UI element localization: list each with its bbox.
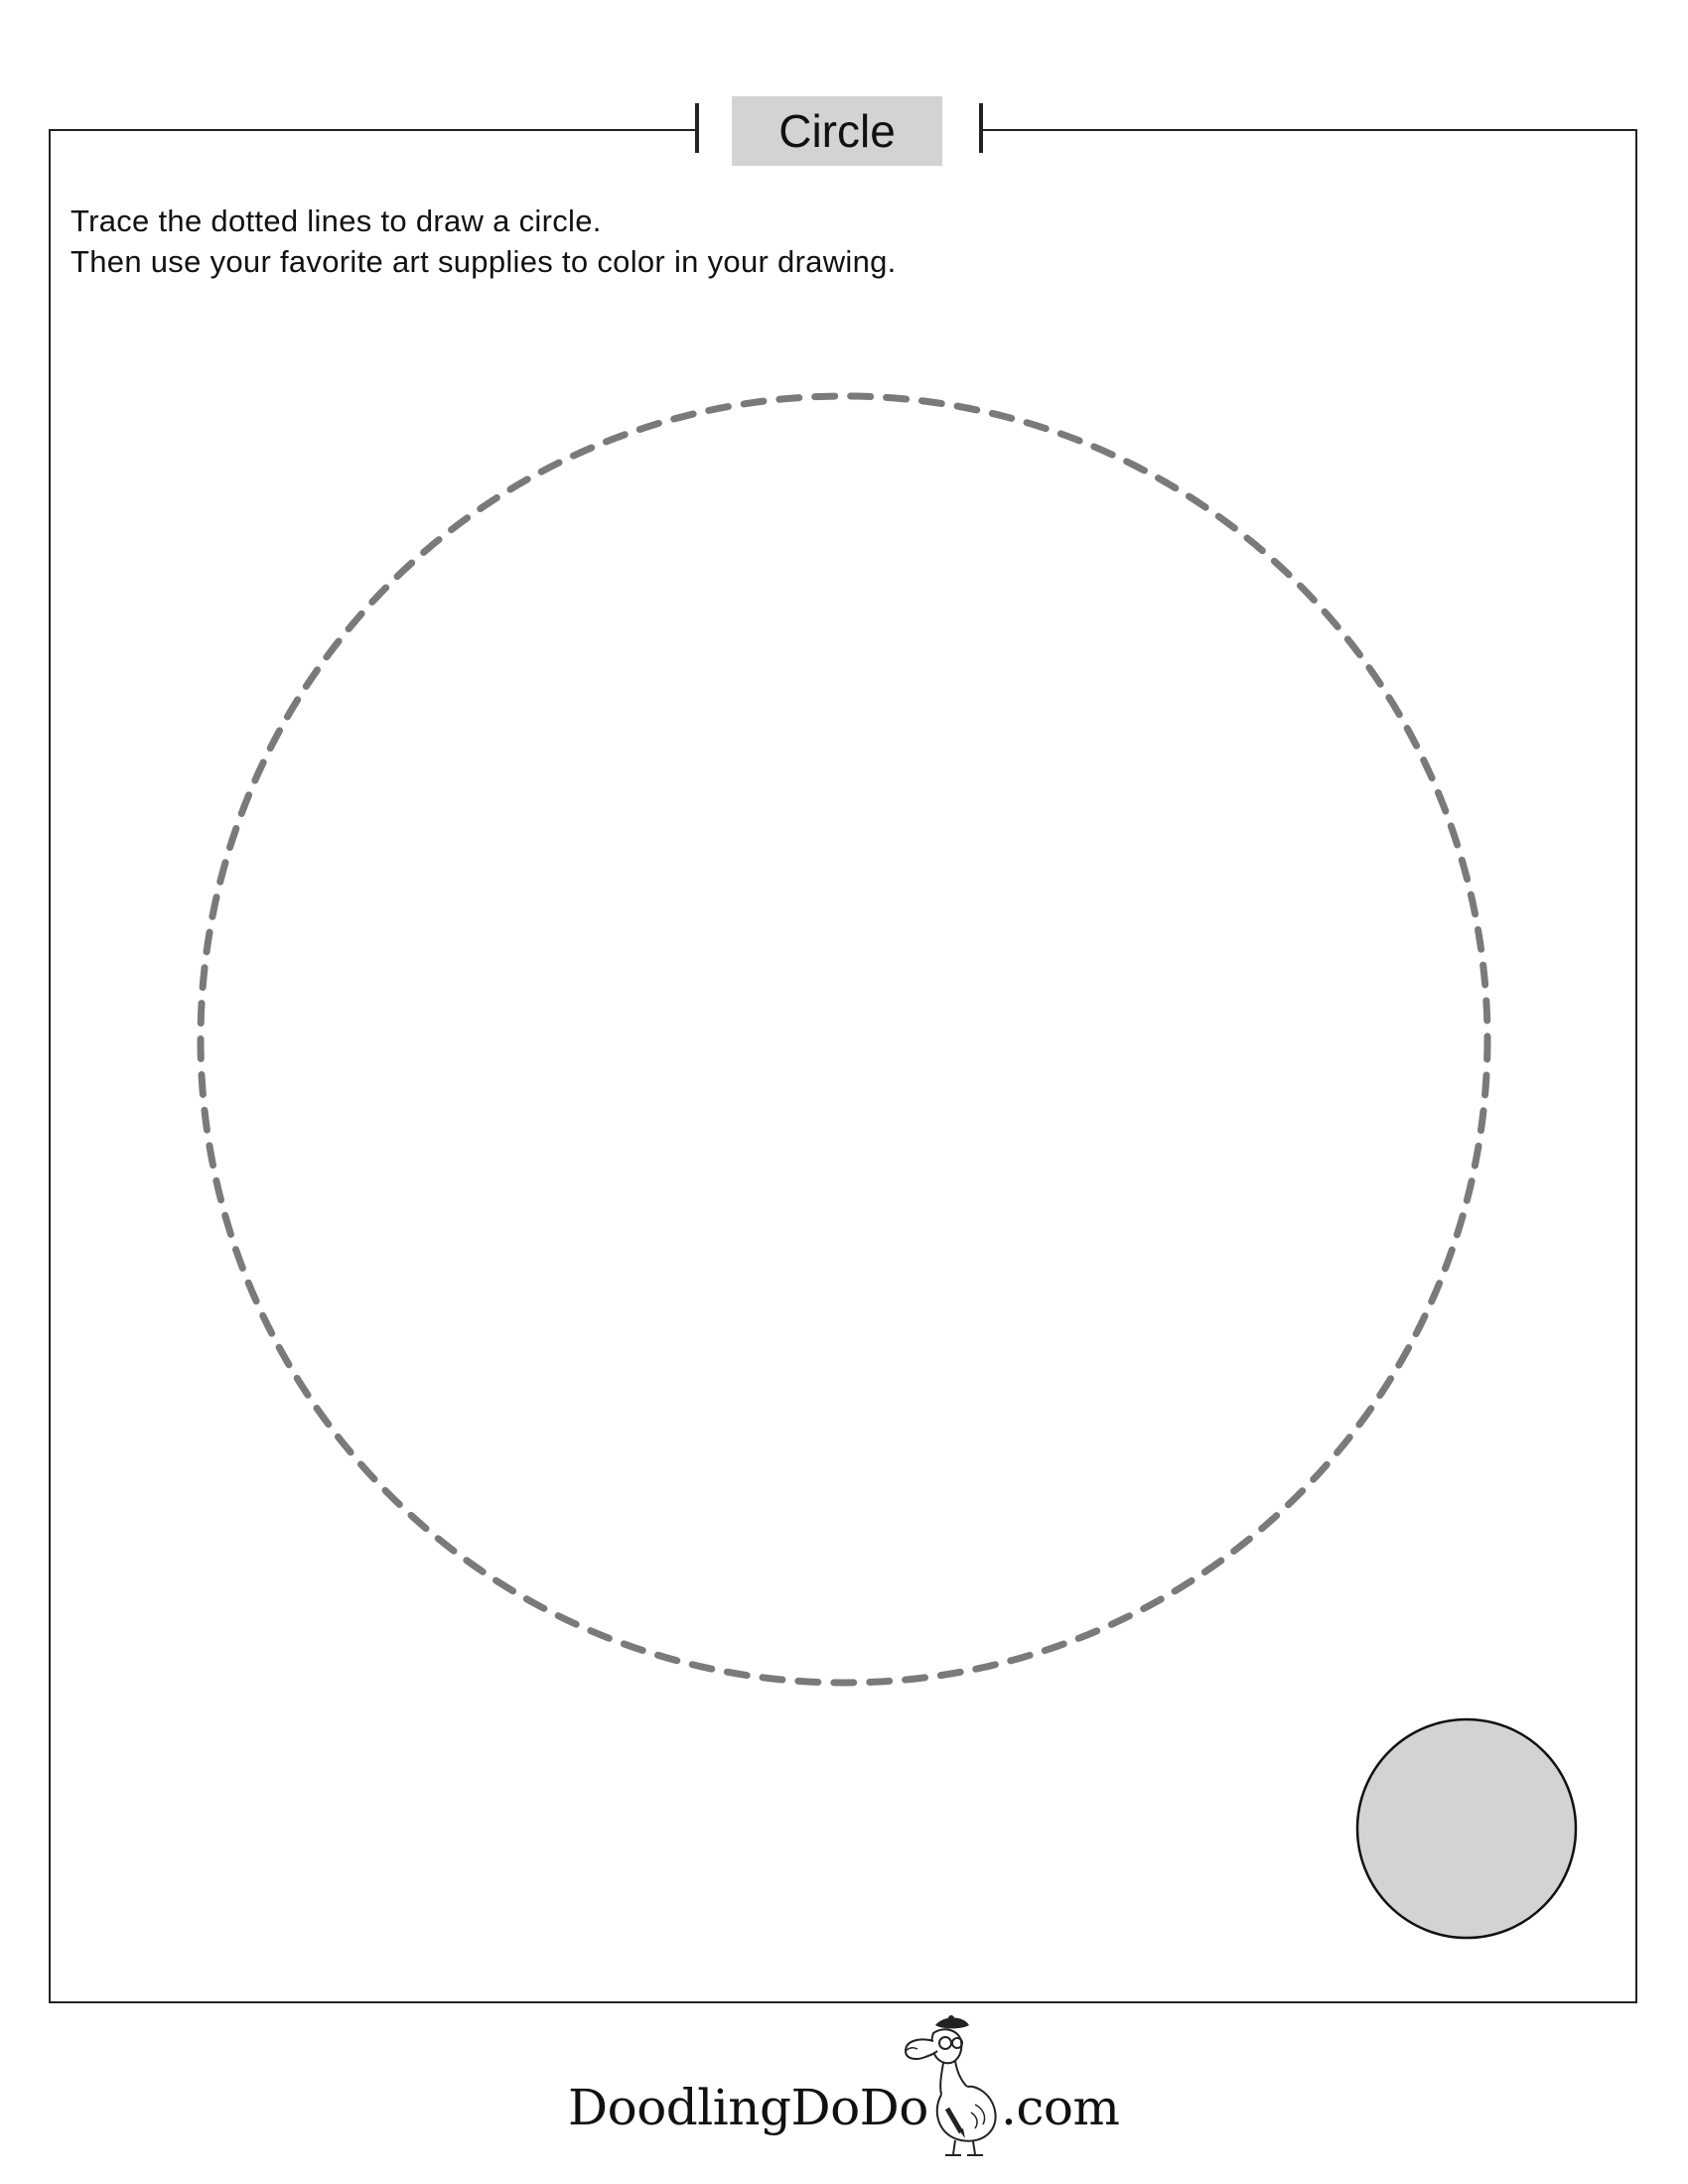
dodo-bird-mascot-icon (884, 2013, 1013, 2162)
example-filled-circle (1357, 1719, 1576, 1938)
instruction-line-1: Trace the dotted lines to draw a circle. (70, 204, 602, 238)
dashed-tracing-circle (201, 396, 1487, 1683)
instruction-line-2: Then use your favorite art supplies to color in your drawing. (70, 244, 897, 279)
brand-name: DoodlingDoDo (568, 2079, 928, 2136)
brand-domain: .com (1001, 2079, 1120, 2136)
worksheet-title: Circle (732, 96, 942, 166)
footer-brand (566, 2013, 1122, 2162)
